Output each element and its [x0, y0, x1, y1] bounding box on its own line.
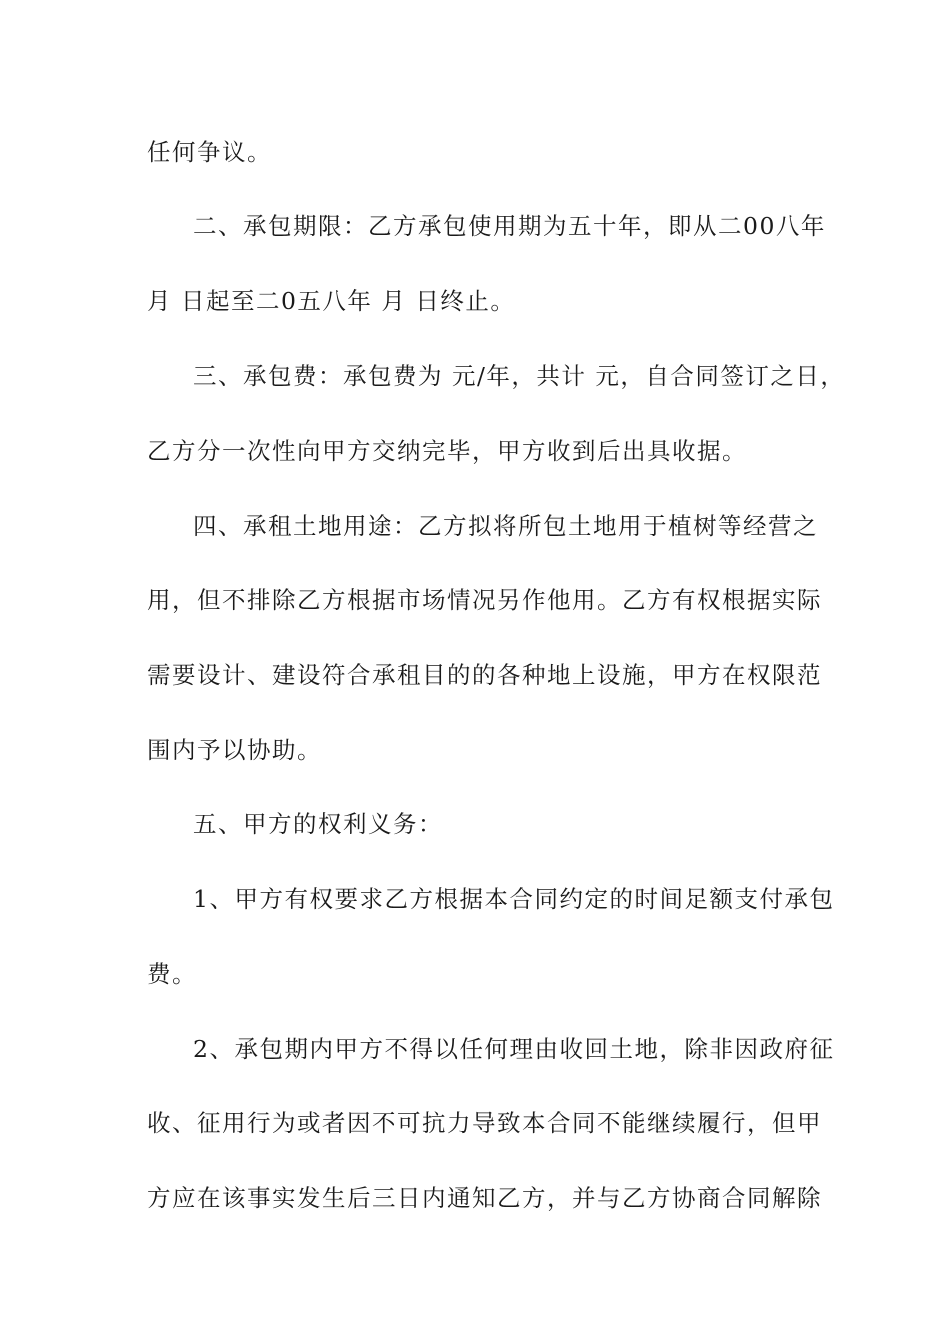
- text-line-14: 收、征用行为或者因不可抗力导致本合同不能继续履行，但甲: [147, 1109, 822, 1137]
- text-line-13: 2、承包期内甲方不得以任何理由收回土地，除非因政府征: [193, 1035, 835, 1063]
- text-line-8: 需要设计、建设符合承租目的的各种地上设施，甲方在权限范: [147, 661, 822, 689]
- text-line-15: 方应在该事实发生后三日内通知乙方，并与乙方协商合同解除: [147, 1184, 822, 1212]
- text-line-5: 乙方分一次性向甲方交纳完毕，甲方收到后出具收据。: [147, 437, 747, 465]
- text-line-3: 月 日起至二0五八年 月 日终止。: [147, 287, 516, 315]
- text-line-11: 1、甲方有权要求乙方根据本合同约定的时间足额支付承包: [193, 885, 835, 913]
- text-line-2: 二、承包期限：乙方承包使用期为五十年，即从二00八年: [193, 212, 826, 240]
- text-line-4: 三、承包费：承包费为 元/年，共计 元，自合同签订之日，: [193, 362, 846, 390]
- text-line-9: 围内予以协助。: [147, 736, 322, 764]
- text-line-10: 五、甲方的权利义务：: [193, 810, 443, 838]
- text-line-7: 用，但不排除乙方根据市场情况另作他用。乙方有权根据实际: [147, 586, 822, 614]
- text-line-1: 任何争议。: [147, 138, 272, 166]
- text-line-12: 费。: [147, 960, 197, 988]
- text-line-6: 四、承租土地用途：乙方拟将所包土地用于植树等经营之: [193, 512, 818, 540]
